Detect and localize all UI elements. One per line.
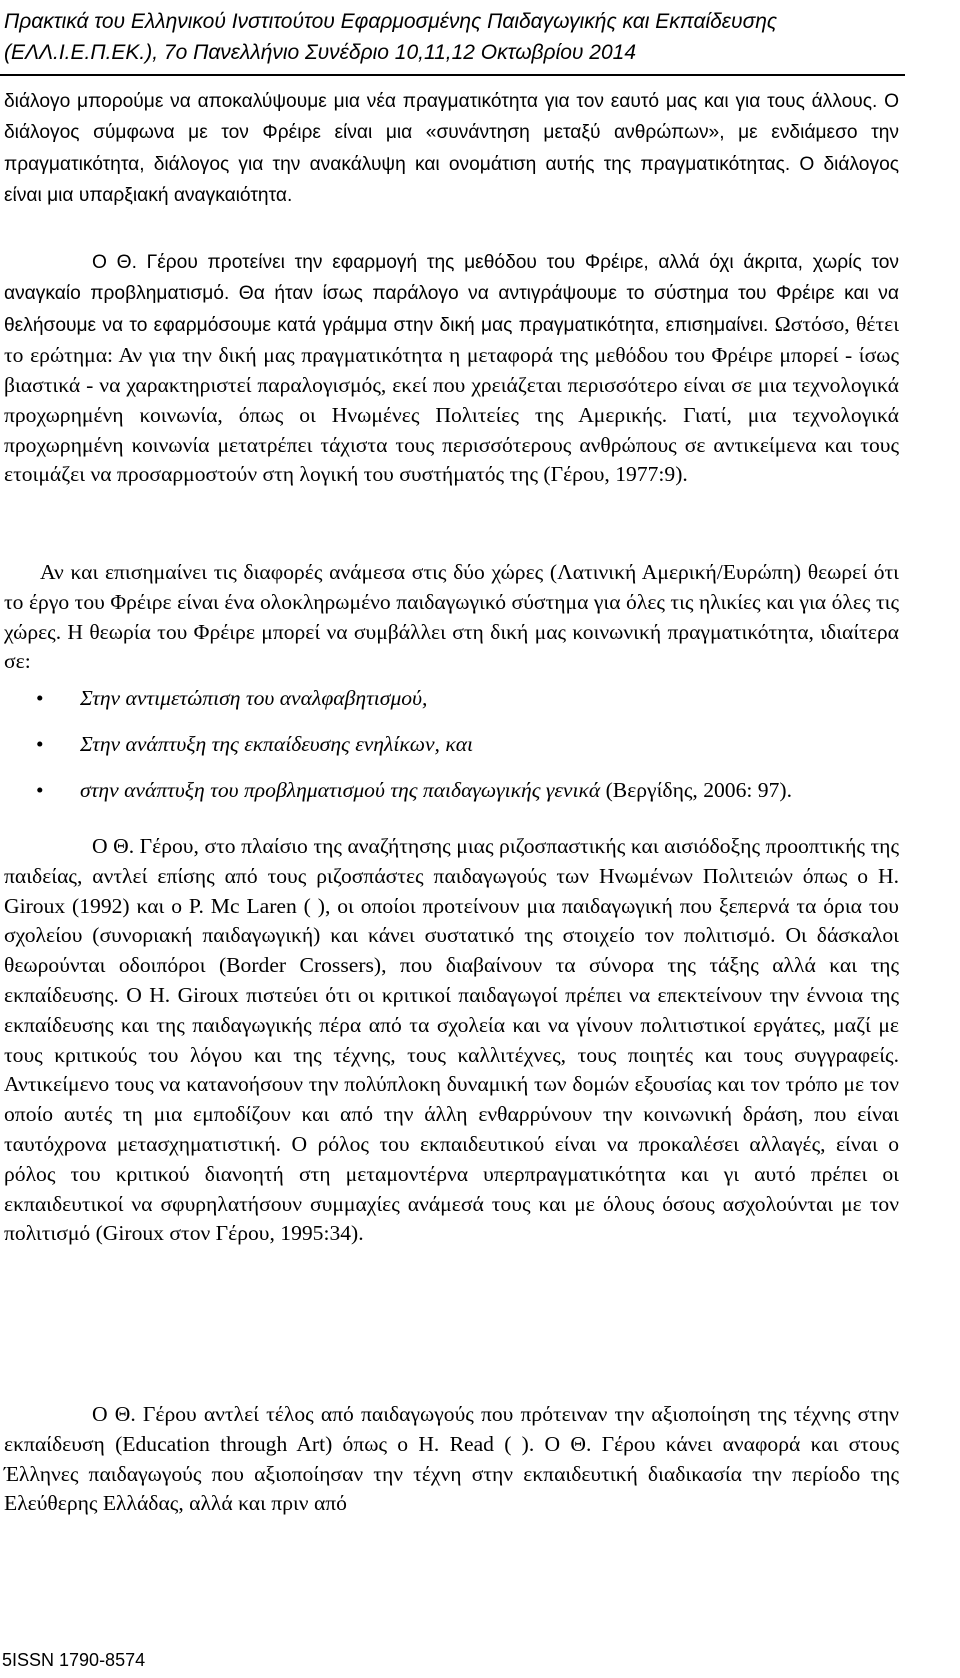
bullet-icon: •	[36, 686, 44, 710]
paragraph-gerou-method-part-2: Ωστόσο, θέτει το ερώτημα: Αν για την δική μας πραγματικότητα η μεταφορά της μεθόδου του Φρέιρε μπορεί - ίσως βιαστικά - να χαρακτηριστεί παραλογισμός, εκεί που χρειάζεται περισσότερο είναι σε μια τεχνολογικά προχωρημένη κοινωνία, όπως οι Ηνωμένες Πολιτείες της Αμερικής. Γιατί, μια τεχνολογικά προχωρημένη κοινωνία μετατρέπει τάχιστα τους περισσότερους ανθρώπους σε αντικείμενα και τους ετοιμάζει να προσαρμοστούν στη λογική του συστήματός της (Γέρου, 1977:9).	[4, 311, 900, 487]
paragraph-art-education: Ο Θ. Γέρου αντλεί τέλος από παιδαγωγούς που πρότειναν την αξιοποίηση της τέχνης στην εκπαίδευση (Education through Art) όπως ο H. Read ( ). Ο Θ. Γέρου κάνει αναφορά και στους Έλληνες παιδαγωγούς που αξιοποίησαν την τέχνη στην εκπαιδευτική διαδικασία την περίοδο της Ελεύθερης Ελλάδας, αλλά και πριν από	[4, 1402, 899, 1516]
list-item-text-italic: στην ανάπτυξη του προβληματισμού της παιδαγωγικής γενικά	[80, 777, 601, 802]
contribution-list	[4, 684, 899, 821]
list-item	[4, 776, 899, 806]
paragraph-giroux: Ο Θ. Γέρου, στο πλαίσιο της αναζήτησης μιας ριζοσπαστικής και αισιόδοξης προοπτικής της παιδείας, αντλεί επίσης από τους ριζοσπάστες παιδαγωγούς των Ηνωμένων Πολιτειών όπως ο H. Giroux (1992) και ο P. Mc Laren ( ), οι οποίοι προτείνουν μια παιδαγωγική που ξεπερνά τα όρια του σχολείου (συνοριακή παιδαγωγική) και κάνει συστατικό της στοιχείο τον πολιτισμό. Οι δάσκαλοι θεωρούνται οδοιπόροι (Border Crossers), που διαβαίνουν τα σύνορα της τάξης αλλά και της εκπαίδευσης. Ο H. Giroux πιστεύει ότι οι κριτικοί παιδαγωγοί πρέπει να επεκτείνουν την έννοια της εκπαίδευσης και της παιδαγωγικής πέρα από τα σχολεία και να γίνουν πολιτιστικοί εργάτες, μαζί με τους κριτικούς του λόγου και της τέχνης, τους καλλιτέχνες, τους ποιητές και τους συγγραφείς. Αντικείμενο τους να κατανοήσουν την πολύπλοκη δυναμική των δομών εξουσίας και τον τρόπο με τον οποίο αυτές τη μια εμποδίζουν και από την άλλη ενθαρρύνουν την κοινωνική δράση, που είναι ταυτόχρονα μετασχηματιστική. Ο ρόλος του εκπαιδευτικού είναι να προκαλέσει αλλαγές, είναι ο ρόλος του κριτικού διανοητή στη μεταμοντέρνα υπερπραγματικότητα και γι αυτό πρέπει οι εκπαιδευτικοί να σφυρηλατήσουν συμμαχίες ανάμεσά τους και με όλους όσους ασχολούνται με τον πολιτισμό (Giroux στον Γέρου, 1995:34).	[4, 834, 899, 1246]
paragraph-dialogue: διάλογο μπορούμε να αποκαλύψουμε μια νέα πραγματικότητα για τον εαυτό μας και για τους άλλους. Ο διάλογος σύμφωνα με τον Φρέιρε είναι μια «συνάντηση μεταξύ ανθρώπων», με ενδιάμεσο την πραγματικότητα, διάλογος για την ανακάλυψη και ονομάτιση αυτής της πραγματικότητας. Ο διάλογος είναι μια υπαρξιακή αναγκαιότητα.	[4, 91, 899, 207]
bullet-icon: •	[36, 777, 44, 802]
list-item-text: Στην αντιμετώπιση του αναλφαβητισμού,	[80, 686, 428, 710]
list-item-text: Στην ανάπτυξη της εκπαίδευσης ενηλίκων, και	[80, 731, 474, 756]
list-item-citation: (Βεργίδης, 2006: 97).	[600, 777, 792, 802]
paragraph-differences: Αν και επισημαίνει τις διαφορές ανάμεσα στις δύο χώρες (Λατινική Αμερική/Ευρώπη) θεωρεί ότι το έργο του Φρέιρε είναι ένα ολοκληρωμένο παιδαγωγικό σύστημα για όλες τις ηλικίες και για όλες τις χώρες. Η θεωρία του Φρέιρε μπορεί να συμβάλλει στη δική μας κοινωνική πραγματικότητα, ιδιαίτερα σε:	[4, 560, 899, 674]
header-line-1: Πρακτικά του Ελληνικού Ινστιτούτου Εφαρμοσμένης Παιδαγωγικής και Εκπαίδευσης	[4, 10, 778, 33]
header-divider	[0, 74, 905, 76]
paragraph-gerou-method-part-1: Ο Θ. Γέρου προτείνει την εφαρμογή της μεθόδου του Φρέιρε, αλλά όχι άκριτα, χωρίς τον αναγκαίο προβληματισμό. Θα ήταν ίσως παράλογο να αντιγράψουμε το σύστημα του Φρέιρε και να θελήσουμε να το εφαρμόσουμε κατά γράμμα στην δική μας πραγματικότητα, επισημαίνει.	[4, 252, 899, 336]
paragraph-gerou-method	[4, 247, 899, 490]
header-line-2: (ΕΛΛ.Ι.Ε.Π.ΕΚ.), 7ο Πανελλήνιο Συνέδριο 10,11,12 Οκτωβρίου 2014	[4, 41, 637, 64]
running-header	[4, 6, 904, 68]
bullet-icon: •	[36, 731, 44, 756]
list-item	[4, 730, 899, 760]
list-item	[4, 684, 899, 714]
page-footer: 5ISSN 1790-8574	[2, 1650, 146, 1670]
